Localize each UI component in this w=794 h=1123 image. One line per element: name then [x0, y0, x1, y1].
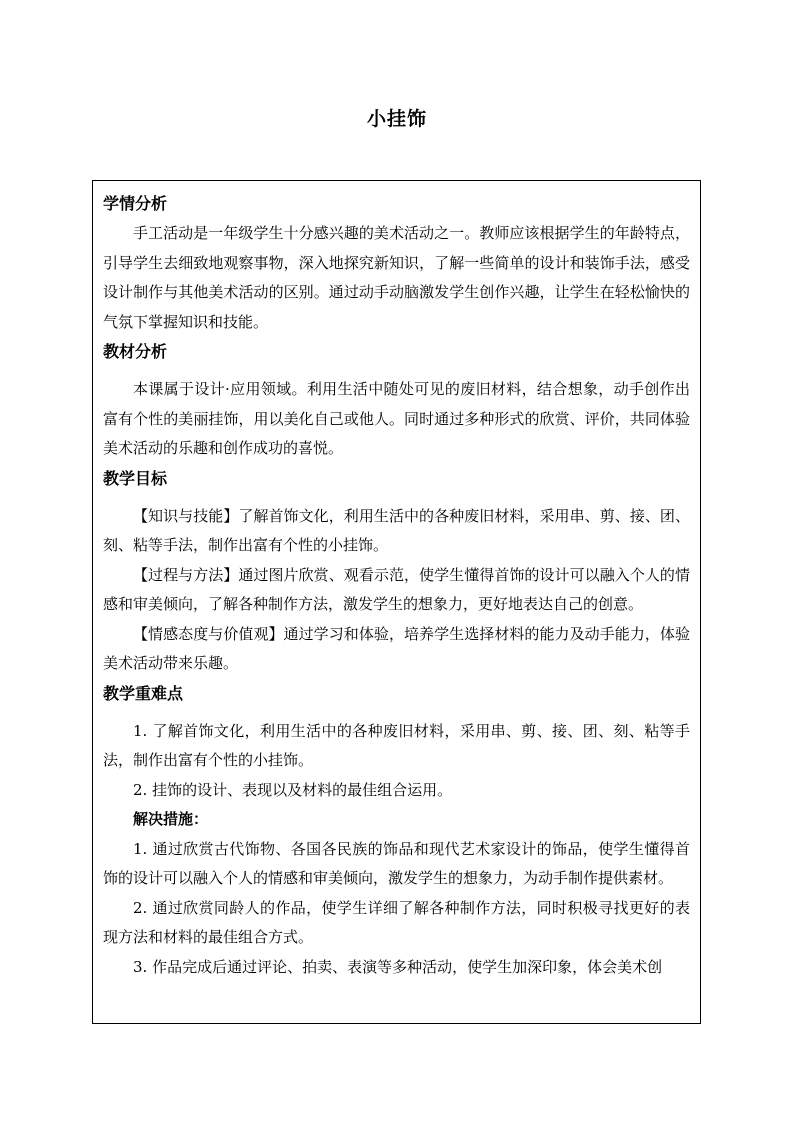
measure-2: 2. 通过欣赏同龄人的作品，使学生详细了解各种制作方法，同时积极寻找更好的表现方法和材料的最佳组合方式。 — [103, 898, 690, 946]
document-title: 小挂饰 — [366, 108, 427, 130]
objective-process-methods: 【过程与方法】通过图片欣赏、观看示范，使学生懂得首饰的设计可以融入个人的情感和审美倾向，了解各种制作方法，激发学生的想象力，更好地表达自己的创意。 — [103, 565, 690, 613]
table-cell-content — [103, 189, 690, 982]
solution-measures-heading: 解决措施： — [133, 810, 209, 828]
key-point-1: 1. 了解首饰文化，利用生活中的各种废旧材料，采用串、剪、接、团、刻、粘等手法，制作出富有个性的小挂饰。 — [103, 721, 690, 769]
section-heading-key-difficulties: 教学重难点 — [103, 683, 184, 703]
student-analysis-paragraph: 手工活动是一年级学生十分感兴趣的美术活动之一。教师应该根据学生的年龄特点，引导学生去细致地观察事物，深入地探究新知识，了解一些简单的设计和装饰手法，感受设计制作与其他美术活动的区别。通过动手动脑激发学生创作兴趣，让学生在轻松愉快的气氛下掌握知识和技能。 — [103, 224, 690, 331]
lesson-plan-table — [92, 180, 701, 1024]
key-point-2: 2. 挂饰的设计、表现以及材料的最佳组合运用。 — [133, 780, 453, 799]
objective-emotion-values: 【情感态度与价值观】通过学习和体验，培养学生选择材料的能力及动手能力，体验美术活动带来乐趣。 — [103, 624, 690, 672]
section-heading-material-analysis: 教材分析 — [103, 342, 168, 361]
measure-1: 1. 通过欣赏古代饰物、各国各民族的饰品和现代艺术家设计的饰品，使学生懂得首饰的设计可以融入个人的情感和审美倾向，激发学生的想象力，为动手制作提供素材。 — [103, 839, 690, 887]
material-analysis-paragraph: 本课属于设计·应用领域。利用生活中随处可见的废旧材料，结合想象，动手创作出富有个性的美丽挂饰，用以美化自己或他人。同时通过多种形式的欣赏、评价，共同体验美术活动的乐趣和创作成功的喜悦。 — [103, 380, 690, 457]
section-heading-teaching-objectives: 教学目标 — [103, 468, 168, 488]
section-heading-student-analysis: 学情分析 — [103, 194, 168, 213]
objective-knowledge-skills: 【知识与技能】了解首饰文化，利用生活中的各种废旧材料，采用串、剪、接、团、刻、粘等手法，制作出富有个性的小挂饰。 — [103, 506, 690, 554]
measure-3: 3. 作品完成后通过评论、拍卖、表演等多种活动，使学生加深印象，体会美术创 — [133, 957, 663, 976]
